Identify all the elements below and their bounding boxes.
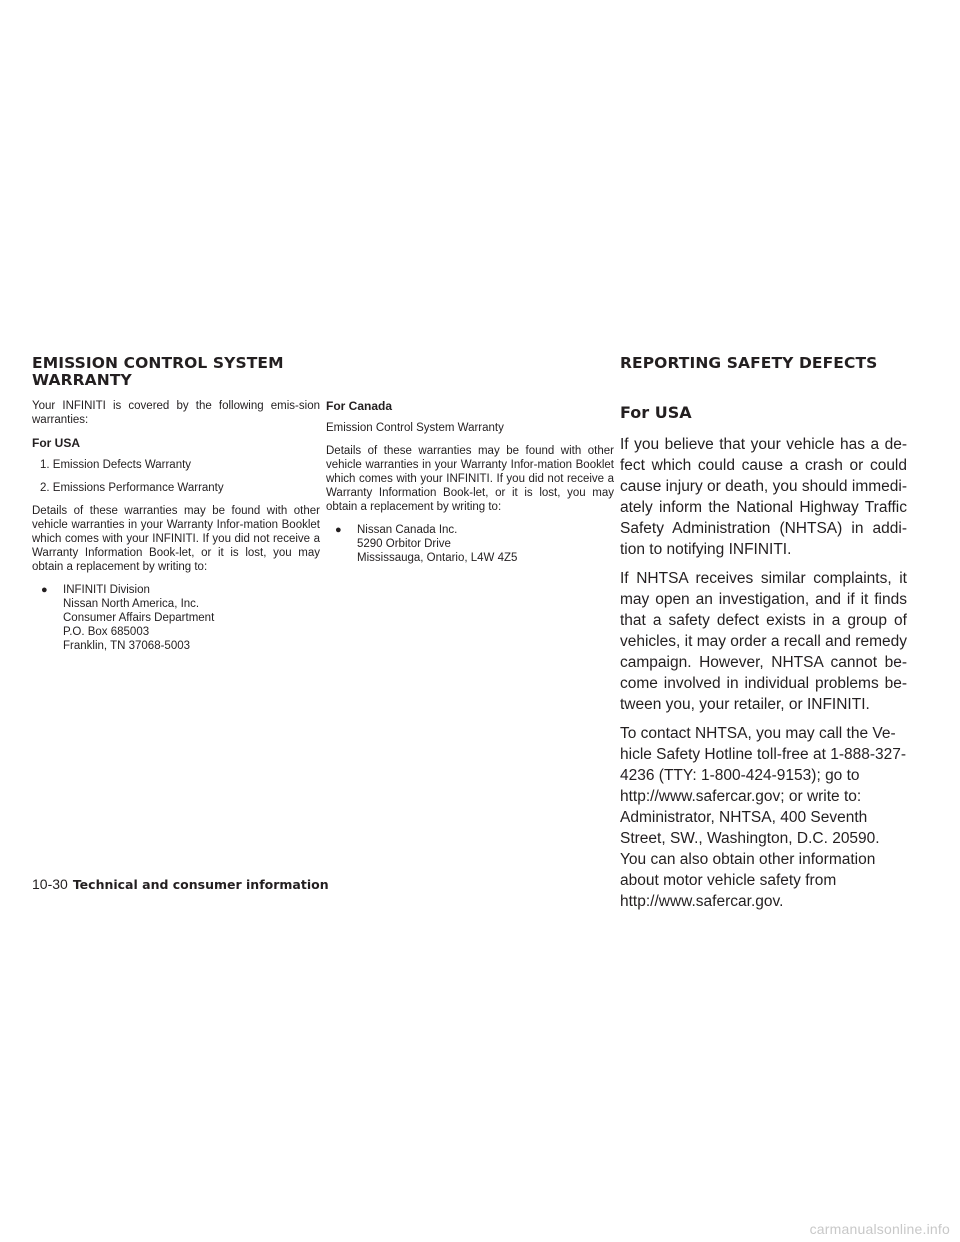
heading-line-1: EMISSION CONTROL SYSTEM [32,354,284,372]
safety-column-right [620,404,907,920]
watermark: carmanualsonline.info [809,1221,950,1237]
page-footer [32,876,329,894]
safety-paragraph: If NHTSA receives similar complaints, it may open an investigation, and if it finds that a safety defect exists in a group of vehicles, it may order a recall and remedy campaign. However, NHTSA cannot be-come involved in individual problems be-tween you, your retailer, or INFINITI. [620,570,907,713]
address-line: Nissan North America, Inc. [63,598,200,610]
canada-details-paragraph: Details of these warranties may be found with other vehicle warranties in your Warranty Infor-mation Booklet which comes with your INFINITI. If you did not receive a Warranty Information Book-let, or it is lost, you may obtain a replacement by writing to: [326,445,614,513]
section-title: Technical and consumer information [72,877,329,892]
address-line: Mississauga, Ontario, L4W 4Z5 [357,552,518,564]
safety-paragraph: To contact NHTSA, you may call the Ve-hicle Safety Hotline toll-free at 1-888-327-4236 (TTY: 1-800-424-9153); go to http://www.safercar.gov; or write to: Administrator, NHTSA, 400 Seventh Street, SW., Washington, D.C. 20590. You can also obtain other information about motor vehicle safety from http://www.safercar.gov. [620,725,907,910]
bullet-icon: ● [41,584,48,596]
address-line: INFINITI Division [63,584,150,596]
address-line: Franklin, TN 37068-5003 [63,640,190,652]
bullet-icon: ● [335,524,342,536]
list-item: 2. Emissions Performance Warranty [40,482,224,494]
canada-subheading: For Canada [326,399,393,413]
usa-address-block [32,583,320,653]
emission-column-left [32,399,320,653]
page-number: 10-30 [32,876,68,892]
usa-details-paragraph: Details of these warranties may be found with other vehicle warranties in your Warranty Infor-mation Booklet which comes with your INFINITI. If you did not receive a Warranty Information Book-let, or it is lost, you may obtain a replacement by writing to: [32,505,320,573]
canada-warranty-name: Emission Control System Warranty [326,422,504,434]
usa-subheading: For USA [32,436,80,450]
safety-defects-heading: REPORTING SAFETY DEFECTS [620,354,878,372]
list-item: 1. Emission Defects Warranty [40,459,192,471]
canada-address-block [326,523,614,565]
address-line: P.O. Box 685003 [63,626,150,638]
address-line: 5290 Orbitor Drive [357,538,451,550]
heading-line-2: WARRANTY [32,371,132,389]
emission-intro: Your INFINITI is covered by the following emis-sion warranties: [32,400,320,426]
safety-usa-subheading: For USA [620,403,692,422]
address-line: Consumer Affairs Department [63,612,215,624]
safety-paragraph: If you believe that your vehicle has a de-fect which could cause a crash or could cause injury or death, you should immedi-ately inform the National Highway Traffic Safety Administration (NHTSA) in addi-tion to notifying INFINITI. [620,436,907,558]
emission-warranty-heading [32,355,332,389]
emission-column-middle [326,399,614,565]
address-line: Nissan Canada Inc. [357,524,458,536]
usa-warranty-list [32,458,320,495]
